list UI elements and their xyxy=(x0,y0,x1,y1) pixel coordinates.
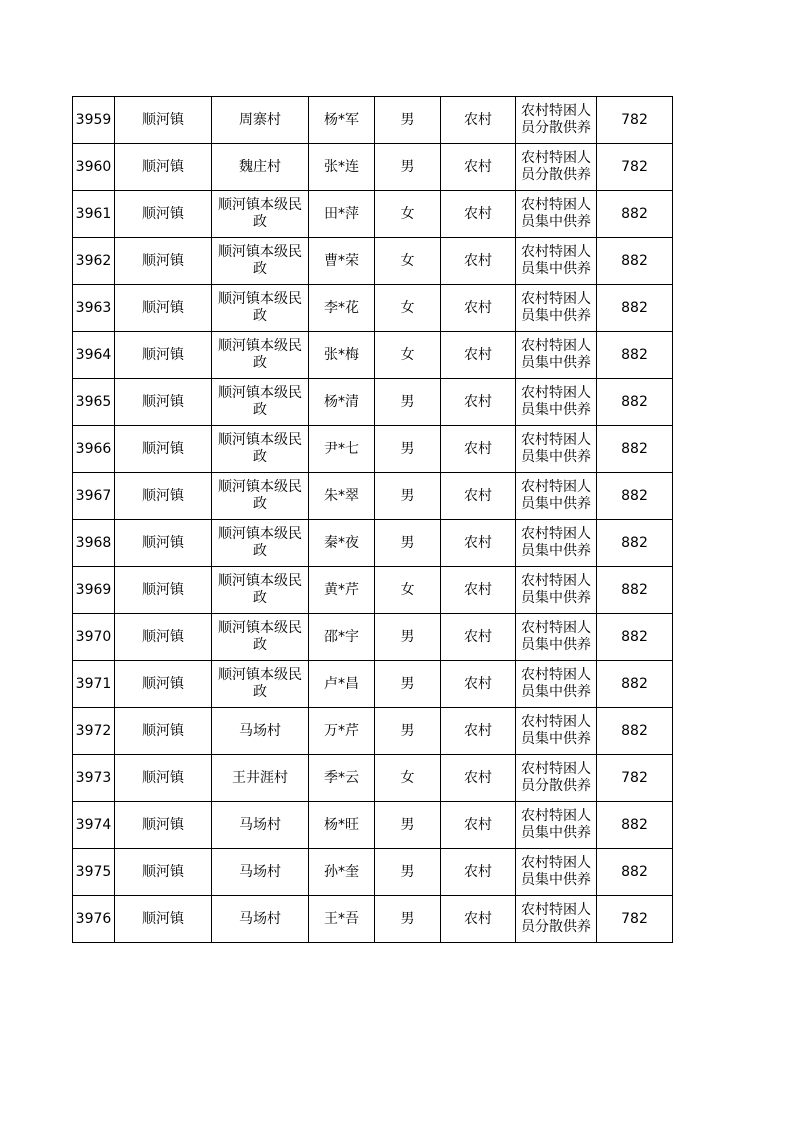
table-row xyxy=(73,896,673,943)
seq-cell: 3971 xyxy=(73,661,115,708)
sex-cell: 男 xyxy=(375,144,441,191)
amount-cell: 782 xyxy=(597,755,673,802)
seq-cell: 3972 xyxy=(73,708,115,755)
town-cell: 顺河镇 xyxy=(115,473,212,520)
name-cell: 杨*军 xyxy=(309,97,375,144)
seq-cell: 3961 xyxy=(73,191,115,238)
area-cell: 农村 xyxy=(441,849,516,896)
village-cell: 顺河镇本级民政 xyxy=(212,238,309,285)
sex-cell: 男 xyxy=(375,520,441,567)
area-cell: 农村 xyxy=(441,755,516,802)
support-type-cell: 农村特困人员集中供养 xyxy=(516,379,597,426)
area-cell: 农村 xyxy=(441,332,516,379)
support-type-cell: 农村特困人员集中供养 xyxy=(516,473,597,520)
village-cell: 顺河镇本级民政 xyxy=(212,661,309,708)
seq-cell: 3968 xyxy=(73,520,115,567)
sex-cell: 男 xyxy=(375,97,441,144)
village-cell: 顺河镇本级民政 xyxy=(212,332,309,379)
support-type-cell: 农村特困人员集中供养 xyxy=(516,191,597,238)
sex-cell: 男 xyxy=(375,661,441,708)
town-cell: 顺河镇 xyxy=(115,191,212,238)
amount-cell: 882 xyxy=(597,661,673,708)
area-cell: 农村 xyxy=(441,614,516,661)
sex-cell: 男 xyxy=(375,802,441,849)
amount-cell: 882 xyxy=(597,708,673,755)
table-row xyxy=(73,285,673,332)
support-type-cell: 农村特困人员集中供养 xyxy=(516,520,597,567)
sex-cell: 男 xyxy=(375,614,441,661)
area-cell: 农村 xyxy=(441,802,516,849)
village-cell: 顺河镇本级民政 xyxy=(212,520,309,567)
sex-cell: 女 xyxy=(375,332,441,379)
table-row xyxy=(73,614,673,661)
amount-cell: 882 xyxy=(597,520,673,567)
area-cell: 农村 xyxy=(441,379,516,426)
town-cell: 顺河镇 xyxy=(115,332,212,379)
table-row xyxy=(73,238,673,285)
amount-cell: 882 xyxy=(597,849,673,896)
area-cell: 农村 xyxy=(441,567,516,614)
name-cell: 张*梅 xyxy=(309,332,375,379)
table-body xyxy=(73,97,673,943)
area-cell: 农村 xyxy=(441,97,516,144)
support-type-cell: 农村特困人员分散供养 xyxy=(516,896,597,943)
sex-cell: 女 xyxy=(375,567,441,614)
town-cell: 顺河镇 xyxy=(115,614,212,661)
area-cell: 农村 xyxy=(441,191,516,238)
name-cell: 朱*翠 xyxy=(309,473,375,520)
amount-cell: 882 xyxy=(597,567,673,614)
seq-cell: 3964 xyxy=(73,332,115,379)
town-cell: 顺河镇 xyxy=(115,97,212,144)
name-cell: 万*芹 xyxy=(309,708,375,755)
table-row xyxy=(73,379,673,426)
support-type-cell: 农村特困人员集中供养 xyxy=(516,802,597,849)
seq-cell: 3974 xyxy=(73,802,115,849)
sex-cell: 女 xyxy=(375,238,441,285)
table-row xyxy=(73,802,673,849)
support-type-cell: 农村特困人员集中供养 xyxy=(516,567,597,614)
amount-cell: 882 xyxy=(597,332,673,379)
support-type-cell: 农村特困人员集中供养 xyxy=(516,238,597,285)
name-cell: 秦*夜 xyxy=(309,520,375,567)
sex-cell: 男 xyxy=(375,426,441,473)
amount-cell: 882 xyxy=(597,191,673,238)
name-cell: 曹*荣 xyxy=(309,238,375,285)
name-cell: 孙*奎 xyxy=(309,849,375,896)
name-cell: 田*萍 xyxy=(309,191,375,238)
area-cell: 农村 xyxy=(441,285,516,332)
seq-cell: 3965 xyxy=(73,379,115,426)
amount-cell: 782 xyxy=(597,144,673,191)
village-cell: 马场村 xyxy=(212,802,309,849)
sex-cell: 女 xyxy=(375,191,441,238)
name-cell: 李*花 xyxy=(309,285,375,332)
village-cell: 周寨村 xyxy=(212,97,309,144)
village-cell: 顺河镇本级民政 xyxy=(212,567,309,614)
town-cell: 顺河镇 xyxy=(115,661,212,708)
village-cell: 马场村 xyxy=(212,849,309,896)
town-cell: 顺河镇 xyxy=(115,520,212,567)
name-cell: 尹*七 xyxy=(309,426,375,473)
support-type-cell: 农村特困人员集中供养 xyxy=(516,708,597,755)
area-cell: 农村 xyxy=(441,238,516,285)
seq-cell: 3966 xyxy=(73,426,115,473)
seq-cell: 3959 xyxy=(73,97,115,144)
village-cell: 顺河镇本级民政 xyxy=(212,614,309,661)
amount-cell: 782 xyxy=(597,896,673,943)
town-cell: 顺河镇 xyxy=(115,896,212,943)
area-cell: 农村 xyxy=(441,661,516,708)
support-type-cell: 农村特困人员集中供养 xyxy=(516,332,597,379)
table-row xyxy=(73,661,673,708)
town-cell: 顺河镇 xyxy=(115,802,212,849)
table-row xyxy=(73,144,673,191)
area-cell: 农村 xyxy=(441,896,516,943)
sex-cell: 男 xyxy=(375,379,441,426)
support-type-cell: 农村特困人员分散供养 xyxy=(516,144,597,191)
table-row xyxy=(73,849,673,896)
sex-cell: 男 xyxy=(375,708,441,755)
amount-cell: 882 xyxy=(597,285,673,332)
seq-cell: 3975 xyxy=(73,849,115,896)
town-cell: 顺河镇 xyxy=(115,285,212,332)
table-row xyxy=(73,473,673,520)
town-cell: 顺河镇 xyxy=(115,144,212,191)
table-row xyxy=(73,332,673,379)
support-type-cell: 农村特困人员集中供养 xyxy=(516,426,597,473)
village-cell: 魏庄村 xyxy=(212,144,309,191)
name-cell: 卢*昌 xyxy=(309,661,375,708)
support-type-cell: 农村特困人员分散供养 xyxy=(516,97,597,144)
sex-cell: 女 xyxy=(375,285,441,332)
village-cell: 王井涯村 xyxy=(212,755,309,802)
name-cell: 季*云 xyxy=(309,755,375,802)
village-cell: 顺河镇本级民政 xyxy=(212,191,309,238)
village-cell: 顺河镇本级民政 xyxy=(212,285,309,332)
seq-cell: 3973 xyxy=(73,755,115,802)
sex-cell: 男 xyxy=(375,473,441,520)
village-cell: 顺河镇本级民政 xyxy=(212,473,309,520)
table-row xyxy=(73,97,673,144)
seq-cell: 3969 xyxy=(73,567,115,614)
name-cell: 王*吾 xyxy=(309,896,375,943)
amount-cell: 882 xyxy=(597,426,673,473)
name-cell: 黄*芹 xyxy=(309,567,375,614)
table-row xyxy=(73,426,673,473)
name-cell: 杨*旺 xyxy=(309,802,375,849)
town-cell: 顺河镇 xyxy=(115,755,212,802)
village-cell: 马场村 xyxy=(212,708,309,755)
name-cell: 张*连 xyxy=(309,144,375,191)
seq-cell: 3967 xyxy=(73,473,115,520)
village-cell: 马场村 xyxy=(212,896,309,943)
table-row xyxy=(73,520,673,567)
support-type-cell: 农村特困人员集中供养 xyxy=(516,849,597,896)
table-row xyxy=(73,755,673,802)
amount-cell: 882 xyxy=(597,802,673,849)
sex-cell: 男 xyxy=(375,849,441,896)
support-type-cell: 农村特困人员集中供养 xyxy=(516,661,597,708)
area-cell: 农村 xyxy=(441,708,516,755)
town-cell: 顺河镇 xyxy=(115,849,212,896)
area-cell: 农村 xyxy=(441,426,516,473)
village-cell: 顺河镇本级民政 xyxy=(212,426,309,473)
area-cell: 农村 xyxy=(441,520,516,567)
support-type-cell: 农村特困人员集中供养 xyxy=(516,614,597,661)
beneficiary-table xyxy=(72,96,673,943)
area-cell: 农村 xyxy=(441,144,516,191)
sex-cell: 女 xyxy=(375,755,441,802)
town-cell: 顺河镇 xyxy=(115,567,212,614)
seq-cell: 3963 xyxy=(73,285,115,332)
town-cell: 顺河镇 xyxy=(115,238,212,285)
name-cell: 邵*宇 xyxy=(309,614,375,661)
sex-cell: 男 xyxy=(375,896,441,943)
amount-cell: 882 xyxy=(597,238,673,285)
amount-cell: 882 xyxy=(597,473,673,520)
table-row xyxy=(73,191,673,238)
amount-cell: 882 xyxy=(597,614,673,661)
amount-cell: 882 xyxy=(597,379,673,426)
town-cell: 顺河镇 xyxy=(115,379,212,426)
support-type-cell: 农村特困人员集中供养 xyxy=(516,285,597,332)
seq-cell: 3976 xyxy=(73,896,115,943)
support-type-cell: 农村特困人员分散供养 xyxy=(516,755,597,802)
name-cell: 杨*清 xyxy=(309,379,375,426)
seq-cell: 3960 xyxy=(73,144,115,191)
town-cell: 顺河镇 xyxy=(115,426,212,473)
seq-cell: 3970 xyxy=(73,614,115,661)
table-row xyxy=(73,708,673,755)
area-cell: 农村 xyxy=(441,473,516,520)
table-row xyxy=(73,567,673,614)
amount-cell: 782 xyxy=(597,97,673,144)
town-cell: 顺河镇 xyxy=(115,708,212,755)
seq-cell: 3962 xyxy=(73,238,115,285)
village-cell: 顺河镇本级民政 xyxy=(212,379,309,426)
